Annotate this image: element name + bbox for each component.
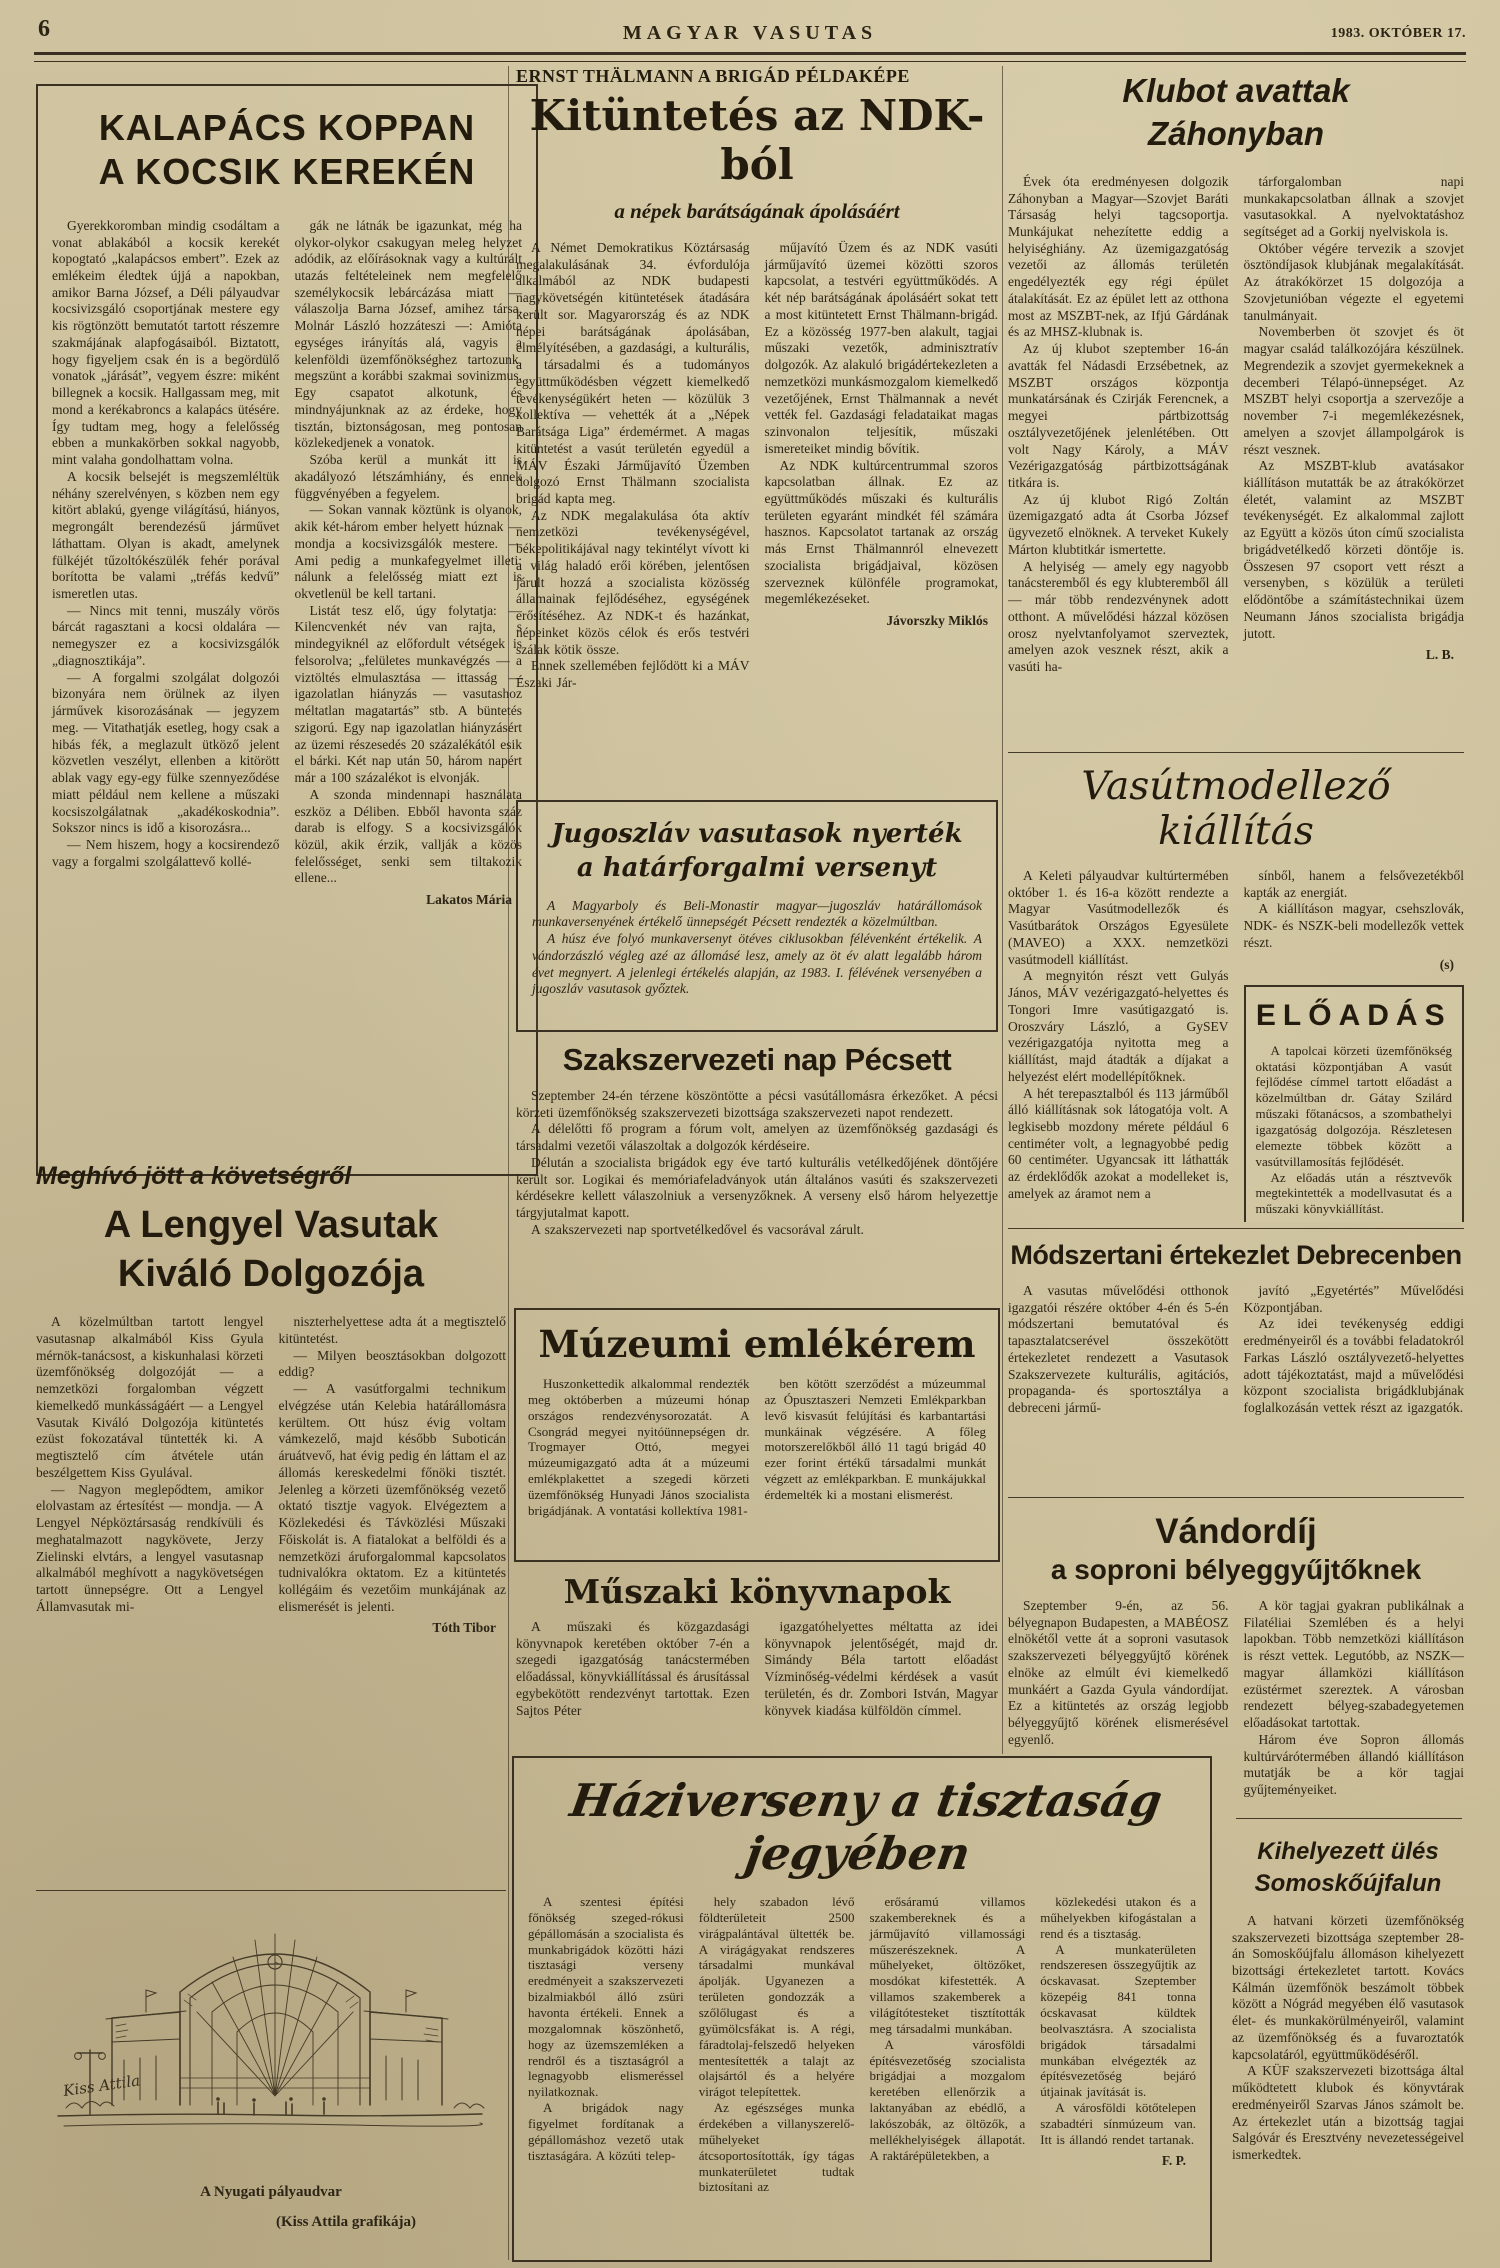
article-title: Múzeumi emlékérem — [538, 1322, 976, 1366]
article-muszaki — [516, 1572, 998, 1752]
article-title: Vándordíj — [1155, 1512, 1317, 1551]
article-column — [1008, 868, 1229, 1222]
horizontal-rule — [36, 1890, 506, 1891]
article-haziverseny — [512, 1756, 1212, 2262]
paragraph: műjavító Üzem és az NDK vasúti járműjavító üzemei közötti szoros kapcsolat, a testvéri együttműködés. A két nép barátságának ápolásáért sokat tett a most kitüntetett Ernst Thälmann-brigád. Ez a közösség 1977-ben alakult, tagjai műszaki vezetők, adminisztratív dolgozók. Az alakuló brigádértekezleten a nemzetközi munkásmozgalom kiemelkedő vezetőjének, Ernst Thälmannak a nevét vették fel. Gazdasági feladataikat magas szinvonalon teljesítik, műszaki ismereteiket mindig bővítik. — [764, 240, 998, 456]
article-kicker: ERNST THÄLMANN A BRIGÁD PÉLDAKÉPE — [516, 66, 910, 86]
byline: F. P. — [1161, 2152, 1186, 2168]
article-column — [1244, 1598, 1465, 1799]
header-rule — [34, 52, 1466, 62]
article-column — [516, 240, 750, 692]
article-body — [1232, 1913, 1464, 2164]
paragraph: Három éve Sopron állomás kultúrvárótermében állandó kiállításon mutatják be a kör tagjai gyűjteményeiket. — [1243, 1731, 1464, 1798]
paragraph: A közelmúltban tartott lengyel vasutasnap alkalmából Kiss Gyula mérnök-tanácsost, a kiskunhalasi körzeti üzemfőnökség dolgozóját — a nemzetközi forgalomban végzett kiemelkedő munkásságáért — a Lengyel Vasutak Kiváló Dolgozója kitüntetés ezüst fokozatával tüntették ki. A megtisztelő cím átvétele után beszélgettem Kiss Gyulával. — [36, 1314, 264, 1480]
article-title: Vasútmodellező kiállítás — [1081, 764, 1391, 854]
paragraph: Az NDK megalakulása óta aktív nemzetközi tevékenységével, békepolitikájával nagy tekintélyt vívott ki a világ haladó erői körében, jelentősen járult hozzá a szocialista közösség államainak fejlődéséhez, egységének erősítéséhez. Az NDK-t és hazánkat, népeinket közös célok és erős testvéri szálak kötik össze. — [516, 507, 750, 657]
paragraph: gák ne látnák be igazunkat, még ha olykor-olykor csakugyan meleg helyzet adódik, az előírásoknak vagy a kultúrált utazás feltételeinek nem megfelelő személykocsik lebárcázása miatt — válaszolja Barna József, amihez társa, Molnár László hozzáteszi —: Amióta egységes irányítás alá, vagyis a kelenföldi üzemfőnökséghez tartozunk, megszünt a korábbi szakmai sovinizmus. Egy csapatot alkotunk, és mindnyájunknak az az érdeke, hogy tisztán, biztonságosan, meg pontosan közlekedjenek a vonatok. — [294, 217, 522, 451]
paragraph: A brigádok nagy figyelmet fordítanak a gépállomáshoz vezető utak tisztaságára. A közúti telep- — [528, 2100, 684, 2163]
article-body — [528, 1376, 986, 1519]
paragraph: Szóba kerül a munkát itt is akadályozó létszámhiány, és ennek függvényében a fegyelem. — [294, 452, 522, 501]
paragraph: A húsz éve folyó munkaversenyt ötéves ciklusokban félévenként értékelik. A vándorzászló végleg azé az állomásé lesz, amely az öt év alatt legalább három évet megnyert. A jelenlegi értékelés alapján, az 1983. I. félévének versenyében a jugoszláv vasutasok győztek. — [532, 931, 982, 997]
article-column — [870, 1894, 1026, 2195]
paragraph: Október végére tervezik a szovjet ösztöndíjasok klubjának megalakítását. Az átrakókörzet 15 dolgozója a Szovjetunióban végezte el egyetemi tanulmányait. — [1243, 240, 1464, 323]
article-column — [1008, 1283, 1229, 1417]
sketch-caption: A Nyugati pályaudvar — [200, 2184, 342, 2200]
article-column — [279, 1314, 507, 1636]
paragraph: — A forgalmi szolgálat dolgozói bizonyára nem örülnek az ilyen járművek kisorozásának — jegyzem meg. — Vitathatják esetleg, hogy csak a hibás fék, a meglazult ütköző jelent közvetlen veszélyt, ellenben a kitörött ablak vagy egy-egy fülke szennyeződése miatt például nem kellene a műszaki kocsiszolgálatnak „akadékoskodnia”. Sokszor nincs is idő a kisorozásra... — [52, 669, 280, 836]
article-column — [699, 1894, 855, 2195]
article-body — [52, 218, 522, 908]
article-muzeumi — [514, 1308, 1000, 1562]
article-column — [1244, 1283, 1465, 1417]
article-column — [1008, 1598, 1229, 1799]
paragraph: A szakszervezeti nap sportvetélkedővel és vacsorával zárult. — [531, 1221, 864, 1237]
issue-date: 1983. OKTÓBER 17. — [1330, 26, 1466, 41]
article-jugoszlav — [516, 800, 998, 1032]
paragraph: A tapolcai körzeti üzemfőnökség oktatási központjában A vasút fejlődése címmel tartott előadást a közelmúltban dr. Gátay Szilárd műszaki főtanácsos, a szombathelyi igazgatóság dolgozója. Részletesen elemezte többek között a vasútvillamosítás fejlődését. — [1255, 1042, 1452, 1169]
article-column — [516, 1619, 750, 1719]
article-column — [1040, 1894, 1196, 2195]
article-zahony — [1008, 70, 1464, 748]
paragraph: A Magyarboly és Beli-Monastir magyar—jugoszláv határállomások munkaversenyének értékelő ünnepségét Pécsett rendezték a közelmúltban. — [532, 897, 982, 930]
paragraph: A munkaterületen rendszeresen összegyűjtik az ócskavasat. Szeptember közepéig 841 tonna ócskavasat küldtek beolvasztásra. A szocialista brigádok társadalmi munkában elvégezték az építésvezetőség bejáró útjainak javítását is. — [1040, 1941, 1196, 2100]
article-column — [765, 1376, 987, 1519]
paragraph: niszterhelyettese adta át a megtisztelő kitüntetést. — [278, 1314, 506, 1346]
paragraph: Az idei tevékenység eddigi eredményeiről és a további feladatokról Farkas László osztályvezető-helyettes adott tájékoztatást, majd a művelődési központ szocialista brigádklubjának foglalkozásán vettek részt az igazgatók. — [1243, 1316, 1464, 1416]
paragraph: — Nem hiszem, hogy a kocsirendező vagy a forgalmi szolgálattevő kollé- — [52, 836, 280, 869]
article-eloadas — [1244, 985, 1465, 1222]
paragraph: A kocsik belsejét is megszemléltük néhány szerelvényen, s közben nem egy kitört ablakú, gyenge világítású, hiányos, megrongált berendezésű járművet láthattam. Olyan is akadt, amelynek fülkéjét tűzoltókészülék fehér porával borította be valami „tréfás kedvű” ismeretlen utas. — [52, 468, 280, 601]
article-column — [295, 218, 523, 908]
article-body — [516, 1088, 998, 1239]
paragraph: — Sokan vannak köztünk is olyanok, akik két-három ember helyett húznak — mondja a kocsivizsgálók mestere. — Ami pedig a munkafegyelmet illeti: nálunk a felelősség miatt ezt is okvetlenül be kell tartani. — [294, 502, 522, 601]
article-title: Kitüntetés az NDK-ból — [529, 91, 985, 189]
paragraph: — Milyen beosztásokban dolgozott eddig? — [278, 1347, 506, 1380]
paragraph: Az új klubot szeptember 16-án avatták fel Nádasdi Erzsébetnek, az MSZBT országos központja munkatársának és Czirják Ferencnek, a megyei pártbizottság osztályvezetőjének jelenlétében. Ott volt Nagy Károly, a MÁV Vezérigazgatóság pártbizottságának titkára is. — [1008, 341, 1229, 490]
horizontal-rule — [1008, 752, 1464, 753]
article-title-line2: a soproni bélyeggyűjtőknek — [1050, 1554, 1422, 1585]
article-title: ELŐADÁS — [1255, 998, 1452, 1032]
article-title: Műszaki könyvnapok — [563, 1572, 951, 1611]
article-body — [1008, 1283, 1464, 1417]
article-vasutmodell — [1008, 764, 1464, 1222]
vertical-rule — [1002, 66, 1003, 1754]
article-column — [52, 218, 280, 908]
paragraph: A délelőtti fő program a fórum volt, amelyen az üzemfőnökség gazdasági és társadalmi vezetői válaszoltak a dolgozók kérdéseire. — [516, 1121, 998, 1154]
article-vandordij — [1008, 1512, 1464, 1810]
artist-signature: Kiss Attila — [62, 2071, 142, 2100]
paragraph: Novemberben öt szovjet és öt magyar család találkozójára készülnek. Megrendezik a szovjet gyermekeknek a decemberi Télapó-ünnepséget. Az MSZBT helyi csoportja a szervezője a november 7-i megemlékezésnek, amelyen a szovjet állampolgárok is részt vesznek. — [1243, 324, 1464, 457]
paragraph: A városföldi építésvezetőség szocialista brigádjai a mozgalom keretében ellenőrzik a laktanyában az ebédlő, a lakószobák, az öltözők, a mellékhelyiségek állapotát. A raktárépületekben, a — [869, 2036, 1026, 2163]
paragraph: Az egészséges munka érdekében a villanyszerelő-műhelyeket átcsoportosították, így tágas munkaterületet tudtak biztosítani az — [698, 2100, 855, 2195]
paragraph: Szeptember 9-én, az 56. bélyegnapon Budapesten, a MABÉOSZ elnökétől vette át a soproni vasutasok szakszervezeti bélyeggyűjtő körének elnöke az elmúlt évi kiemelkedő munkáért a Gazda Gyula vándordíjat. Ez a kitüntetés az ország legjobb bélyeggyűjtő körének elismerésével egyenlő. — [1008, 1598, 1229, 1747]
paragraph: A hatvani körzeti üzemfőnökség szakszervezeti bizottsága szeptember 28-án Somoskőújfalu állomáson kihelyezett bizottsági értekezletet tartott. Kovács Kálmán üzemfőnök beszámolt többek között a Nógrád megyében élő vasutasok élet- és munkakörülményeiről, valamint az üzemfőnökség és a fuvaroztatók kapcsolatáról, együttműködéséről. — [1232, 1912, 1464, 2062]
article-pecs — [516, 1042, 998, 1304]
paragraph: Az előadás után a résztvevők megtekintették a modellvasutat és a műszaki könyvkiállítást. — [1255, 1169, 1452, 1217]
paragraph: hely szabadon lévő földterületeit 2500 virágpalántával ültették be. A virágágyakat rendszeres társadalmi munkával ápolják. Ugyanezen a területen gondozzák a szőlőlugast és a gyümölcsfákat is. A régi, fáradtolaj-felszedő helyeken mentesítették a talajt az olajsártól és a helyére virágot telepítettek. — [698, 1894, 855, 2100]
article-modszertani — [1008, 1240, 1464, 1492]
paragraph: A városföldi kötőtelepen szabadtéri sínmúzeum van. Itt is állandó rendet tartanak. — [1040, 2100, 1196, 2147]
horizontal-rule — [1008, 1228, 1464, 1229]
station-drawing — [50, 1900, 490, 2150]
paragraph: Listát tesz elő, úgy folytatja: — Kilencvenkét név van rajta, s mindegyiknél az előfordult vétségek is felsorolva; „felületes munkavégzés — a viztöltés elmulasztása — ittasság — igazolatlan hiányzás — vasutashoz méltatlan magatartás” stb. A büntetés szigorú. Egy nap igazolatlan hiányzásért az üzemi részesedés 20 százalékától esik el bárki. Két nap után 50, három napért már a 100 százalékot is elvonják. — [294, 602, 522, 786]
paragraph: — Nagyon meglepődtem, amikor elolvastam az értesítést — mondja. — A Lengyel Népköztársaság rendkívüli és meghatalmazott nagykövete, Jerzy Zielinski elvtárs, a lengyel vasutasnap alkalmából meghívott a nagykövetségen tartott ünnepségre. Ott a Lengyel Államvasutak mi- — [36, 1481, 264, 1614]
paragraph: A Német Demokratikus Köztársaság megalakulásának 34. évfordulója alkalmából az NDK budapesti nagykövetségén kitüntetések átadására került sor. Magyarország és az NDK népei barátságának ápolásában, elmélyítésében, a gazdasági, a kulturális, a társadalmi és a tudományos együttműködésben végzett kiemelkedő tevékenységükért heten — közülük 3 kollektíva — vehették át a „Népek Barátsága Liga” érdemérmet. A magas kitüntetést a vasút területén egyedül a MÁV Északi Járműjavító Üzemben dolgozó Ernst Thälmann szocialista brigád kapta meg. — [516, 240, 750, 507]
paragraph: A kiállításon magyar, csehszlovák, NDK- és NSZK-beli modellezők vettek részt. — [1243, 901, 1464, 950]
article-column — [1008, 174, 1229, 676]
article-title: Kihelyezett ülés Somoskőújfalun — [1254, 1838, 1442, 1898]
article-title: Háziverseny a tisztaság jegyében — [566, 1774, 1166, 1880]
paragraph: Szeptember 24-én térzene köszöntötte a pécsi vasútállomásra érkezőket. A pécsi körzeti üzemfőnökség szakszervezeti bizottsága szakszervezeti napot rendezett. — [516, 1088, 998, 1120]
paragraph: A hét terepasztalból és 113 járműből álló kiállításnak sok látogatója volt. A legkisebb mozdony mérete például 6 centiméter volt, a legnagyobbé pedig 60 centiméter. Ugyancsak itt láthatták az érdeklődők azokat a modelleket is, amelyek az áramot nem a — [1008, 1085, 1229, 1201]
page-number: 6 — [38, 16, 50, 42]
paragraph: A Keleti pályaudvar kultúrtermében október 1. és 16-a között rendezte a Magyar Vasútmodellezők és Vasútbarátok Országos Egyesülete (MAVEO) a XXX. nemzetközi vasútmodell kiállítást. — [1008, 868, 1229, 967]
masthead: MAGYAR VASUTAS — [622, 22, 878, 44]
sketch-credit: (Kiss Attila grafikája) — [276, 2214, 416, 2230]
paragraph: Délután a szocialista brigádok egy éve tartó kulturális vetélkedőjének döntőjére került sor. Logikai és memóriafeladványok után általános vasúti és szakszervezeti kérdésekre kellett válaszolniuk a versenyzőknek. A verseny első három helyezettje tárgyjutalmat kapott. — [516, 1154, 998, 1221]
paragraph: A helyiség — amely egy nagyobb tanácsteremből és egy klubteremből áll — már több rendezvénynek adott otthont. A művelődési házzal közösen orosz nyelvtanfolyamot szerveztek, amelyen azok vesznek részt, akik a vasúti ha- — [1008, 558, 1229, 675]
article-column — [528, 1894, 684, 2195]
article-body — [1008, 1598, 1464, 1799]
paragraph: A kör tagjai gyakran publikálnak a Filatéliai Szemlében és a helyi lapokban. Több nemzetközi kiállításon is részt vettek. Legutóbb, az NSZK—magyar államközi kiállításon ezüstérmet szereztek. A városban rendezett bélyeg-szabadegyetemen előadásokat tartottak. — [1243, 1598, 1464, 1731]
paragraph: Az MSZBT-klub avatásakor kiállításon mutatták be az átrakókörzet életét, valamint az MSZBT tevékenységét. Ez alkalommal zajlott az Együtt a közös úton című szocialista brigádvetélkedő körzeti döntője is. Összesen 97 csoport vett részt a versenyben, s közülük a területi elődöntőbe a számítástechnikai üzem Neumann János szocialista brigádja jutott. — [1243, 458, 1464, 641]
article-title: Módszertani értekezlet Debrecenben — [1010, 1240, 1462, 1270]
paragraph: — A vasútforgalmi technikum elvégzése után Kelebia határállomásra kerültem. Ott húsz évig voltam vámkezelő, majd később Suboticán áruátvevő, hat évig pedig én láttam el az állomás kereskedelmi főnöki tisztét. Jelenleg a körzeti üzemfőnökség vezető oktató tisztje vagyok. Elvégeztem a Közlekedési és Távközlési Műszaki Főiskolát is. A fiatalokat a belföldi és a nemzetközi áruforgalommal kapcsolatos tudnivalókra oktatom. Ez a kitüntetés kollégáim és vezetőim munkájának az elismerését is jelenti. — [278, 1381, 506, 1614]
article-lengyel — [36, 1162, 506, 1878]
article-body — [1008, 174, 1464, 676]
article-body — [528, 1894, 1196, 2195]
nyugati-station-sketch — [50, 1900, 490, 2150]
article-body — [516, 1619, 998, 1719]
byline: Jávorszky Miklós — [886, 613, 988, 629]
paragraph: erősáramú villamos szakembereknek és a járműjavító villamossági műszerészeknek. A műhelyeket, öltözőket, mosdókat kifestették. A villamos szakemberek a világítótesteket tisztították meg társadalmi munkában. — [869, 1894, 1026, 2036]
article-body — [516, 240, 998, 692]
horizontal-rule — [1236, 1818, 1462, 1819]
article-title: Klubot avattak Záhonyban — [1122, 72, 1350, 152]
paragraph: igazgatóhelyettes méltatta az idei könyvnapok jelentőségét, majd dr. Simándy Béla tartott előadást Vízminőség-védelmi kérdések a vasút területén, és dr. Zombori István, Magyar könyvek kiadása külföldön címmel. — [764, 1619, 998, 1718]
paragraph: A műszaki és közgazdasági könyvnapok keretében október 7-én a szegedi igazgatóság tanácstermében előadással, könyvkiállítással és árusítással egybekötött rendezvényt tartottak. Ezen Sajtos Péter — [516, 1619, 750, 1718]
article-body — [1008, 868, 1464, 1222]
article-kalapacs — [36, 84, 538, 1176]
article-column — [1244, 868, 1465, 1222]
article-kicker: Meghívó jött a követségről — [36, 1162, 352, 1190]
article-title: KALAPÁCS KOPPAN A KOCSIK KEREKÉN — [98, 107, 476, 192]
article-body — [36, 1314, 506, 1636]
article-subtitle: a népek barátságának ápolásáért — [614, 199, 900, 223]
article-kihelyezett — [1232, 1836, 1464, 2264]
paragraph: Az NDK kultúrcentrummal szoros kapcsolatban állnak. Ez az együttműködés műszaki és kulturális területen egyaránt mindkét fél számára hasznos. Kapcsolatot tartanak az ország más Ernst Thälmannról elnevezett szocialista brigádjaival, közösen szerveznek különféle programokat, megemlékezéseket. — [764, 457, 998, 607]
paragraph: A megnyitón részt vett Gulyás János, MÁV vezérigazgató-helyettes és Tongori Imre vasútigazgató is. Oroszváry László, a GySEV vezérigazgatója nyitotta meg a kiállítást, majd átadták a díjakat a helyezést elért modellépítőknek. — [1008, 968, 1229, 1084]
article-ndk — [516, 66, 998, 796]
page-header — [34, 10, 1466, 48]
article-column — [528, 1376, 750, 1519]
paragraph: A vasutas művelődési otthonok igazgatói részére október 4-én és 5-én módszertani bemutatóval és tapasztalatcserével összekötött értekezletet rendezett a Vasutasok Szakszervezete kulturális, agitációs, propaganda- és sportosztálya a debreceni jármű- — [1008, 1283, 1229, 1416]
paragraph: Ennek szellemében fejlődött ki a MÁV Északi Jár- — [516, 658, 750, 691]
byline: L. B. — [1425, 647, 1454, 663]
paragraph: sínből, hanem a felsővezetékből kapták az energiát. — [1243, 868, 1464, 900]
byline: (s) — [1439, 956, 1454, 972]
byline: Lakatos Mária — [426, 892, 512, 908]
paragraph: A KÜF szakszervezeti bizottsága által működtetett klubok és könyvtárak eredményeiről Szarvas János számolt be. Az értekezlet után a bizottság tagjai Salgóvár és Eresztvény nevezetességeivel ismerkedtek. — [1232, 2063, 1464, 2163]
paragraph: A szentesi építési főnökség szeged-rókusi gépállomásán a szocialista és munkabrigádok közötti házi tisztasági verseny eredményeit a szakszervezeti bizalmiakból álló zsüri havonta értékeli. Ennek a mozgalomnak köszönhető, hogy az üzemszemléken a rendről és a tisztaságról a legnagyobb elismeréssel nyilatkoznak. — [528, 1894, 684, 2100]
paragraph: A szonda mindennapi használata eszköz a Déliben. Ebből havonta száz darab is elfogy. S a kocsivizsgálók közül, akik érzik, vallják a közös felelősséget, senki sem tiltakozik ellene... — [294, 786, 522, 886]
paragraph: — Nincs mit tenni, muszály vörös bárcát ragasztani a kocsi oldalára — nemegyszer ez a kocsivizsgálók „diagnosztikája”. — [52, 602, 280, 668]
paragraph: ben kötött szerződést a múzeummal az Ópusztaszeri Nemzeti Emlékparkban levő kisvasút felújítási és karbantartási munkáinak végzésére. A főleg motorszerelőkből álló 11 tagú brigád 40 ezer forint értékű társadalmi munkát végzett az emlékparkban. E munkájukkal érdemelték ki a mostani elismerést. — [764, 1376, 986, 1503]
article-column — [1244, 174, 1465, 676]
paragraph: Gyerekkoromban mindig csodáltam a vonat ablakából a kocsik kerekét kopogtató „kalapácsos embert”. Ezek az emlékeim éledtek újjá a napokban, amikor Barna József, a Déli pályaudvar kocsivizsgáló csoportjának mestere egy kis rögtönzött bemutatót tartott részemre szakmájának alapfogásaiból. Biztatott, hogy figyeljem csak én is a begördülő vonatok „járását”, vegyem észre: miként billegnek a kocsik. Hallgassam meg, mit mond a kerékabroncs a kalapács ütésére. Így tudtam meg, hogy a felelősség ebben a munkakörben sokkal nagyobb, mint valaha gondolhattam volna. — [52, 217, 280, 468]
article-column — [36, 1314, 264, 1636]
paragraph: közlekedési utakon és a műhelyekben kifogástalan a rend és a tisztaság. — [1040, 1894, 1196, 1941]
article-column — [765, 1619, 999, 1719]
article-title: A Lengyel Vasutak Kiváló Dolgozója — [103, 1204, 439, 1295]
paragraph: Huszonkettedik alkalommal rendezték meg októberben a múzeumi hónap országos rendezvénysorozatát. A Csongrád megyei nyitóünnepségen dr. Trogmayer Ottó, megyei múzeumigazgató adta át a múzeumi emlékplakettet a szegedi körzeti üzemfőnökség Hunyadi János szocialista brigádjának. A vontatási kollektíva 1981- — [528, 1376, 750, 1518]
article-column — [765, 240, 999, 692]
article-title: Jugoszláv vasutasok nyerték a határforgalmi versenyt — [551, 819, 963, 883]
article-body — [532, 898, 982, 998]
byline: Tóth Tibor — [432, 1620, 496, 1636]
paragraph: javító „Egyetértés” Művelődési Központjában. — [1243, 1283, 1464, 1315]
paragraph: tárforgalomban napi munkakapcsolatban állnak a szovjet vasutasokkal. A nyelvoktatáshoz segítséget ad a Gorkij nyelviskola is. — [1243, 173, 1464, 239]
paragraph: Az új klubot Rigó Zoltán üzemigazgató adta át Csorba József ügyvezető elnöknek. A terveket Kukely Márton klubtitkár ismertette. — [1008, 491, 1229, 557]
horizontal-rule — [1008, 1497, 1464, 1498]
paragraph: Évek óta eredményesen dolgozik Záhonyban a Magyar—Szovjet Baráti Társaság helyi tagcsoportja. Munkájukat nehezítette eddig a helyiséghiány. Az üzemigazgatóság vezetői az állomás területén engedélyezték egy régi épület átalakítását. Ez az épület lett az otthona most az MSZBT-nek, az Ifjú Gárdának és az MHSZ-klubnak is. — [1008, 173, 1229, 340]
article-body — [1256, 1043, 1453, 1217]
article-title: Szakszervezeti nap Pécsett — [562, 1042, 952, 1077]
